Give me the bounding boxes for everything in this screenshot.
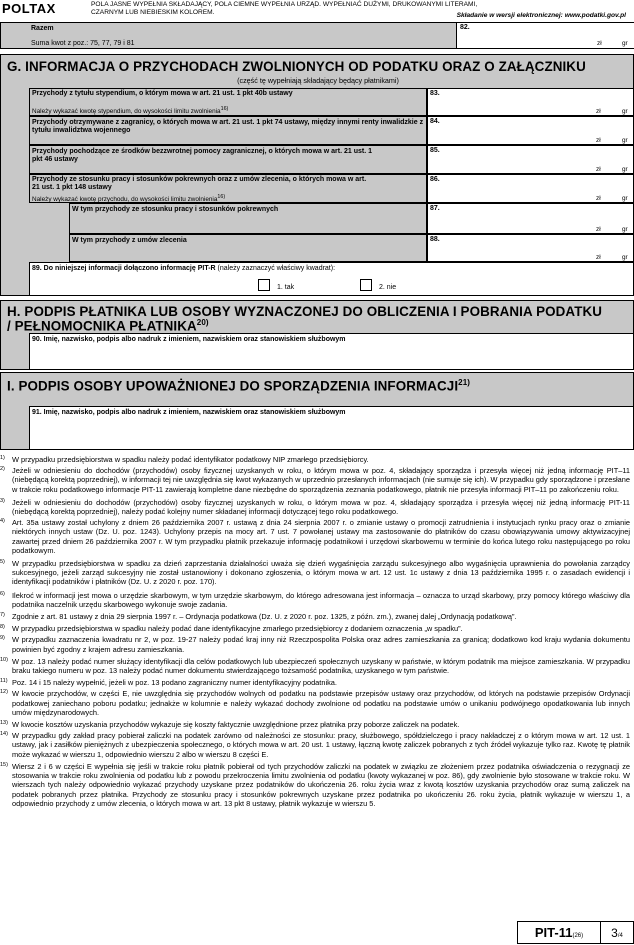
- row-label: Przychody otrzymywane z zagranicy, o których mowa w art. 21 ust. 1 pkt 74 ustawy, między innymi renty inwalidzkie z tytułu inwalidztwa wojennego: [32, 119, 424, 134]
- section-g: [0, 54, 634, 296]
- footnote-number: 15): [0, 761, 8, 768]
- pit-r-question: 89. Do niniejszej informacji dołączono informację PIT-R (należy zaznaczyć właściwy kwadrat):: [32, 265, 336, 272]
- row-88-label-cell: [69, 234, 427, 262]
- footnote-item: [0, 635, 634, 653]
- gr-label: gr: [622, 254, 628, 261]
- footnote-text: Zgodnie z art. 81 ustawy z dnia 29 sierpnia 1997 r. – Ordynacja podatkowa (Dz. U. z 2020 r. poz. 1325, z późn. zm.), zwanej dalej „Ordynacją podatkową”.: [12, 612, 517, 622]
- checkbox-tak[interactable]: [258, 279, 270, 291]
- form-id: PIT-11(26): [518, 922, 601, 943]
- section-g-subtitle: (część tę wypełniają składający będący płatnikami): [237, 76, 399, 85]
- row-83-label-cell: [29, 88, 427, 116]
- row-84-label-cell: [29, 116, 427, 145]
- footnote-text: W kwocie przychodów, w części E, nie uwzględnia się przychodów wolnych od podatku na podstawie przepisów ustawy oraz przychodów, od których na podstawie przepisów Ordynacji podatkowej zaniechano poboru podatku; jednakże w kolumnie e należy wykazać dochody zwolnione od podatku na podstawie umów o unikaniu podwójnego opodatkowania lub innych umów międzynarodowych.: [12, 689, 630, 717]
- footnote-number: 11): [0, 678, 8, 685]
- footnote-number: 14): [0, 731, 8, 738]
- gr-label: gr: [622, 137, 628, 144]
- section-i: [0, 372, 634, 450]
- field-90[interactable]: [29, 333, 634, 370]
- row-label: Przychody z tytułu stypendium, o którym mowa w art. 21 ust. 1 pkt 40b ustawy: [32, 90, 293, 97]
- field-number: 84.: [430, 118, 440, 125]
- electronic-filing-note: Składanie w wersji elektronicznej: www.podatki.gov.pl: [456, 12, 626, 19]
- footnote-item: [0, 678, 634, 687]
- footnote-text: Art. 35a ustawy został uchylony z dniem 26 października 2007 r. ustawą z dnia 24 sierpnia 2007 r. o zmianie ustawy o promocji zatrudnienia i instytucjach rynku pracy oraz o zmianie niektórych innych ustaw (Dz. U. poz. 1243). Uchylony przepis na mocy art. 7 ust. 7 powołanej ustawy ma zastosowanie do płatników do czasu obowiązywania umowy aktywizacyjnej zawartej przed dniem 26 października 2007 r. W tym przypadku płatnik przekazuje informację podatnikowi i urzędowi skarbowemu w terminie do końca lutego roku następującego po roku podatkowym.: [12, 518, 630, 555]
- field-87[interactable]: [427, 203, 634, 234]
- zl-label: zł: [596, 254, 601, 261]
- field-90-label: 90. Imię, nazwisko, podpis albo nadruk z imieniem, nazwiskiem oraz stanowiskiem służbowym: [32, 336, 346, 343]
- footnote-number: 3): [0, 497, 5, 504]
- gr-label: gr: [622, 195, 628, 202]
- footnote-item: [0, 559, 634, 587]
- zl-label: zł: [597, 40, 602, 47]
- field-number: 85.: [430, 147, 440, 154]
- footnote-text: Ilekroć w informacji jest mowa o urzędzie skarbowym, w tym urzędzie skarbowym, do którego adresowana jest informacja – oznacza to urząd skarbowy, przy pomocy którego właściwy dla podatnika naczelnik urzędu skarbowego wykonuje swoje zadania.: [12, 590, 630, 609]
- field-82[interactable]: [456, 23, 634, 48]
- footnote-item: [0, 720, 634, 729]
- section-h-title-line2: / PEŁNOMOCNIKA PŁATNIKA$^{20)}$: [7, 318, 209, 334]
- field-number: 83.: [430, 90, 440, 97]
- footnote-number: 6): [0, 590, 5, 597]
- footnote-number: 12): [0, 689, 8, 696]
- section-h: [0, 300, 634, 370]
- footnote-item: [0, 455, 634, 464]
- footnote-item: [0, 731, 634, 759]
- field-89: [29, 262, 634, 296]
- row-86-label-cell: [29, 174, 427, 203]
- zl-label: zł: [596, 166, 601, 173]
- row-label: Przychody ze stosunku pracy i stosunków pokrewnych oraz z umów zlecenia, o których mowa w art. 21 ust. 1 pkt 148 ustawy: [32, 176, 367, 191]
- footnote-item: [0, 498, 634, 516]
- field-91-label: 91. Imię, nazwisko, podpis albo nadruk z imieniem, nazwiskiem oraz stanowiskiem służbowym: [32, 409, 346, 416]
- checkbox-tak-label: 1. tak: [277, 284, 295, 291]
- footnote-text: W przypadku przedsiębiorstwa w spadku należy podać dane identyfikacyjne zmarłego przedsiębiorcy z dodaniem oznaczenia „w spadku”.: [12, 624, 463, 634]
- footnote-number: 7): [0, 612, 5, 619]
- footnote-number: 13): [0, 720, 8, 727]
- poltax-logo: POLTAX: [2, 1, 56, 16]
- row-note: Należy wykazać kwotę stypendium, do wysokości limitu zwolnienia$^{16)}$: [32, 106, 229, 116]
- footnote-number: 9): [0, 635, 5, 642]
- form-footer: [517, 921, 634, 944]
- row-label: W tym przychody ze stosunku pracy i stosunków pokrewnych: [72, 206, 279, 213]
- checkbox-nie-label: 2. nie: [379, 284, 397, 291]
- footnote-number: 1): [0, 455, 5, 461]
- field-85[interactable]: [427, 145, 634, 174]
- zl-label: zł: [596, 226, 601, 233]
- gr-label: gr: [622, 40, 628, 47]
- row-label: Przychody pochodzące ze środków bezzwrotnej pomocy zagranicznej, o których mowa w art. 21 ust. 1 pkt 46 ustawy: [32, 148, 372, 163]
- razem-row: [0, 22, 634, 49]
- section-g-title: G. INFORMACJA O PRZYCHODACH ZWOLNIONYCH OD PODATKU ORAZ O ZAŁĄCZNIKU: [7, 59, 586, 74]
- footnote-item: [0, 466, 634, 494]
- footnote-text: W przypadku gdy zakład pracy pobierał zaliczki na podatek zarówno od należności ze stosunku: pracy, służbowego, spółdzielczego i pracy nakładczej z o którym mowa w art. 12 ust. 1 ustawy, jak i zasiłków pieniężnych z ubezpieczenia społecznego, o których mowa w art. 20 ust. 1 ustawy, łączną kwotę zaliczek pobranych z tych źródeł wykazuje tylko raz. Kwotę tę płatnik może wykazać w wierszu 1, odpowiednio wierszu 2 albo w wierszu 8 części E.: [12, 731, 630, 759]
- footnote-item: [0, 762, 634, 808]
- field-number: 86.: [430, 176, 440, 183]
- zl-label: zł: [596, 195, 601, 202]
- footnote-number: 2): [0, 466, 5, 473]
- footnote-item: [0, 624, 634, 633]
- field-number: 87.: [430, 205, 440, 212]
- footnote-text: Wiersz 2 i 6 w części E wypełnia się jeśli w trakcie roku płatnik pobierał od tych przychodów zaliczki na podatek w związku ze złożeniem przez podatnika oświadczenia o rezygnacji ze stosowania w trakcie roku zwolnienia od podatku lub z powodu przekroczenia limitu zwolnienia od podatku (kwoty wykazanej w poz. 86), gdy zwolnienie było stosowane w trakcie roku. W wierszach tych należy odpowiednio wykazać przychody uzyskane przez podatników do ukończenia 26. roku życia wraz z kwotą kosztów uzyskania przychodów oraz sumą zaliczek na podatek pobranych przez płatnika. Przychody ze stosunku pracy i stosunków pokrewnych uzyskane przez podatnika po ukończeniu 26. roku życia, płatnik wykazuje w wierszu 1, a odpowiednio przychody z umów zlecenia, o których mowa w art. 13 pkt 8 ustawy, płatnik wykazuje w wierszu 5.: [12, 761, 630, 808]
- footnote-number: 4): [0, 518, 5, 525]
- checkbox-nie[interactable]: [360, 279, 372, 291]
- footnote-list: [0, 455, 634, 808]
- row-87-label-cell: [69, 203, 427, 234]
- footnote-text: W przypadku zaznaczenia kwadratu nr 2, w poz. 19-27 należy podać kraj inny niż Rzeczpospolita Polska oraz adres zamieszkania za granicą; dodatkowo kod kraju wydania dokumentu powinien być zgodny z krajem adresu zamieszkania.: [12, 635, 630, 654]
- gr-label: gr: [622, 166, 628, 173]
- field-83[interactable]: [427, 88, 634, 116]
- footnote-item: [0, 689, 634, 717]
- field-91[interactable]: [29, 406, 634, 450]
- footnote-item: [0, 518, 634, 555]
- footnote-item: [0, 612, 634, 621]
- section-i-title: I. PODPIS OSOBY UPOWAŻNIONEJ DO SPORZĄDZENIA INFORMACJI$^{21)}$: [7, 378, 471, 394]
- section-h-title: H. PODPIS PŁATNIKA LUB OSOBY WYZNACZONEJ DO OBLICZENIA I POBRANIA PODATKU: [7, 304, 603, 319]
- row-note: Należy wykazać kwotę przychodu, do wysokości limitu zwolnienia$^{16)}$: [32, 194, 226, 204]
- footnote-text: W przypadku przedsiębiorstwa w spadku za dzień zaprzestania działalności uważa się dzień wygaśnięcia zarządu sukcesyjnego albo wygaśnięcia uprawnienia do powołania zarządcy sukcesyjnego, jeżeli zarząd sukcesyjny nie został ustanowiony i dokonano zgłoszenia, o którym mowa w art. 12 ust. 1c ustawy z dnia 13 października 1995 r. o zasadach ewidencji i identyfikacji podatników i płatników (Dz. U. z 2020 r. poz. 170).: [12, 559, 630, 587]
- field-88[interactable]: [427, 234, 634, 262]
- footnote-text: W kwocie kosztów uzyskania przychodów wykazuje się koszty faktycznie uwzględnione przez płatnika przy poborze zaliczek na podatek.: [12, 720, 460, 730]
- footnote-item: [0, 657, 634, 675]
- gr-label: gr: [622, 226, 628, 233]
- field-number: 88.: [430, 236, 440, 243]
- row-label: W tym przychody z umów zlecenia: [72, 237, 187, 244]
- field-number: 82.: [460, 24, 470, 31]
- footnote-text: W poz. 13 należy podać numer służący identyfikacji dla celów podatkowych lub ubezpieczeń społecznych uzyskany w państwie, w którym podatnik ma miejsce zamieszkania. W przypadku braku takiego numeru w poz. 13 należy podać numer dokumentu stwierdzającego tożsamość podatnika, uzyskanego w tym państwie.: [12, 656, 630, 676]
- gr-label: gr: [622, 108, 628, 115]
- footnote-item: [0, 591, 634, 609]
- footnote-text: Jeżeli w odniesieniu do dochodów (przychodów) osoby fizycznej uzyskanych w roku, o którym mowa w poz. 4, składający sporządza i przesyła więcej niż jedną informację PIT-11 (niebędącą korektą poprzedniej), należy podać kolejny numer składanej informacji dotyczącej tego roku podatkowego.: [12, 497, 630, 517]
- razem-label: Razem: [31, 25, 54, 32]
- field-84[interactable]: [427, 116, 634, 145]
- footnote-number: 10): [0, 656, 8, 663]
- row-85-label-cell: [29, 145, 427, 174]
- footnote-text: Poz. 14 i 15 należy wypełnić, jeżeli w poz. 13 podano zagraniczny numer identyfikacyjny podatnika.: [12, 678, 337, 688]
- field-86[interactable]: [427, 174, 634, 203]
- zl-label: zł: [596, 108, 601, 115]
- zl-label: zł: [596, 137, 601, 144]
- footnote-number: 8): [0, 624, 5, 631]
- fill-instruction: POLA JASNE WYPEŁNIA SKŁADAJĄCY, POLA CIEMNE WYPEŁNIA URZĄD. WYPEŁNIAĆ DUŻYMI, DRUKOWANYMI LITERAMI, CZARNYM LUB NIEBIESKIM KOLOREM.: [91, 1, 478, 16]
- page-number: 3/4: [611, 926, 623, 940]
- razem-sum-label: Suma kwot z poz.: 75, 77, 79 i 81: [31, 40, 135, 47]
- footnotes: [0, 455, 634, 917]
- top-bar: [0, 0, 634, 22]
- footnote-number: 5): [0, 559, 5, 566]
- footnote-text: Jeżeli w odniesieniu do dochodów (przychodów) osoby fizycznej uzyskanych w roku, o którym mowa w poz. 4, składający sporządza i przesyła więcej niż jedną informację PIT–11 (niebędącą korektą poprzedniej), w informacji tej nie uwzględnia się kwot wykazanych w uprzednio przesłanych informacjach (nie sumuje się ich). W przypadku gdy sporządzone i przesłane w trakcie roku podatkowego informacje PIT-11 zawierają kompletne dane niezbędne do sporządzenia zeznania podatkowego, płatnik nie przesyła informacji PIT–11 po zakończeniu roku.: [12, 466, 630, 494]
- footnote-text: W przypadku przedsiębiorstwa w spadku należy podać identyfikator podatkowy NIP zmarłego przedsiębiorcy.: [12, 455, 369, 464]
